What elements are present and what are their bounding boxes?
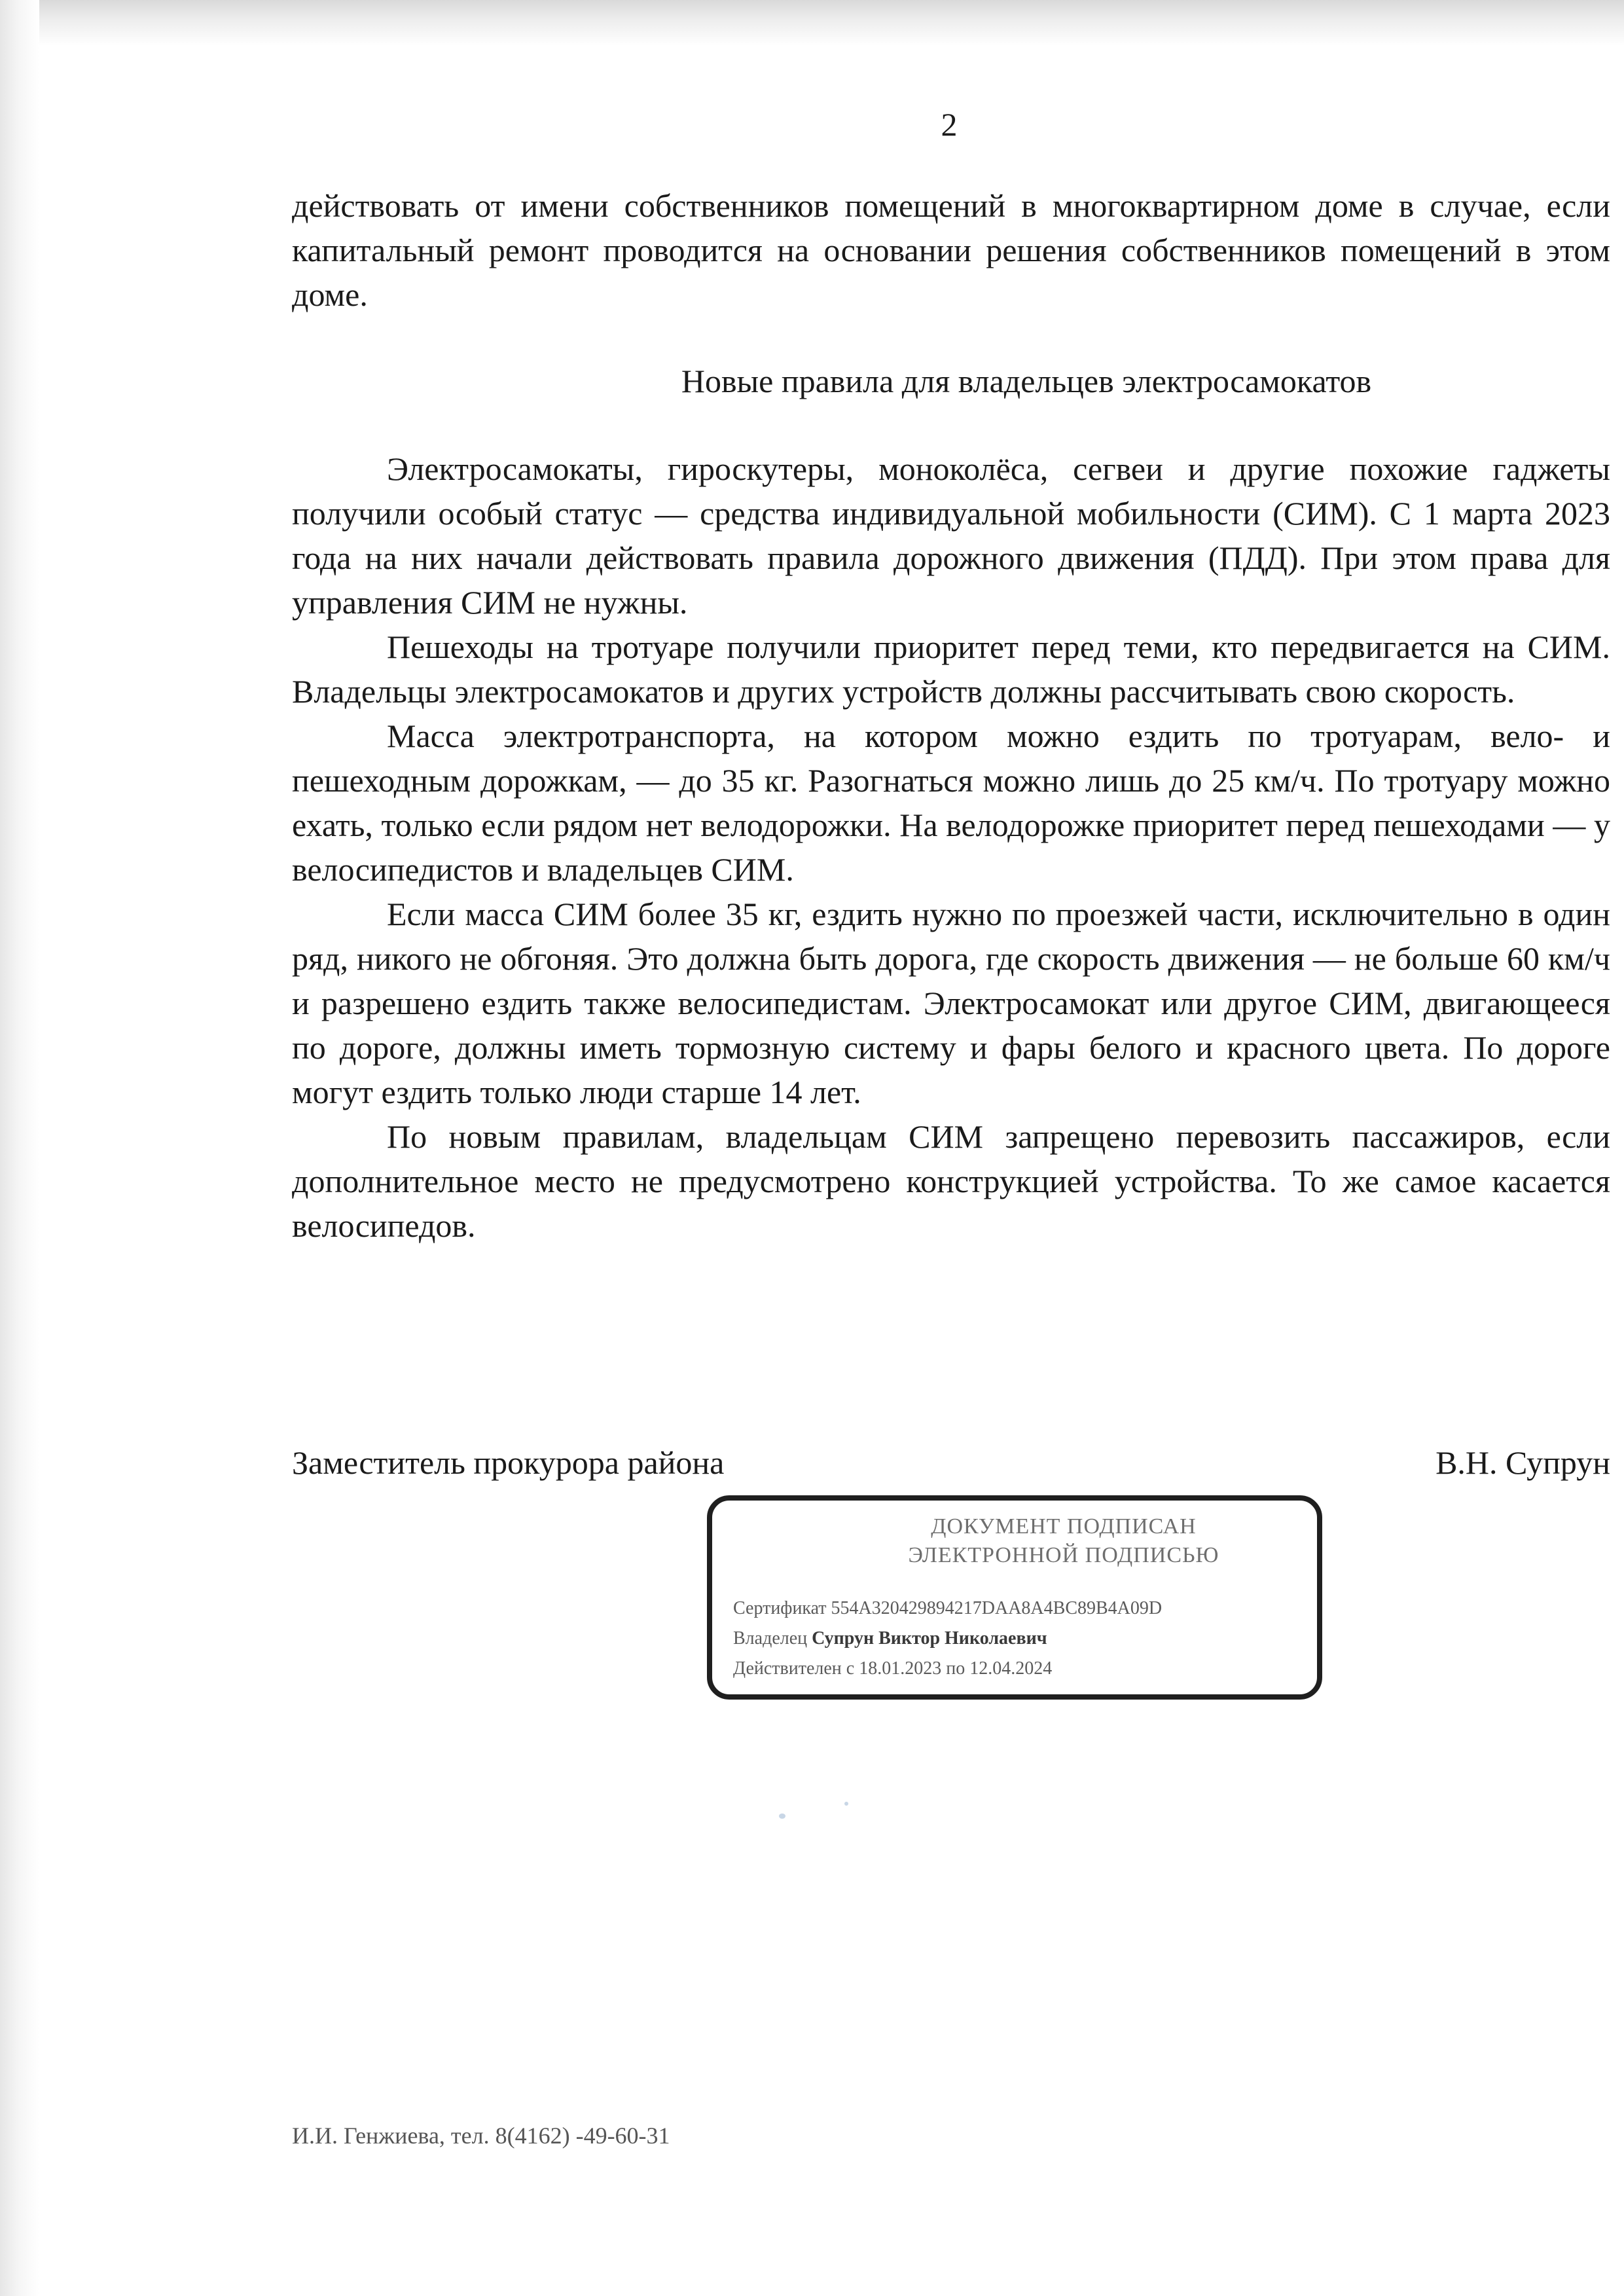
stamp-valid-to: 12.04.2024: [969, 1658, 1053, 1679]
stamp-certificate-label: Сертификат: [733, 1598, 827, 1618]
stamp-line-2: ЭЛЕКТРОННОЙ ПОДПИСЬЮ: [908, 1543, 1219, 1567]
paragraph-pedestrians: Пешеходы на тротуаре получили приоритет перед теми, кто передвигается на СИМ. Владельцы электросамокатов и других устройств должны рассчитывать свою скорость.: [292, 629, 1610, 710]
signature-row: [292, 1440, 1610, 1486]
stamp-line-1: ДОКУМЕНТ ПОДПИСАН: [931, 1514, 1197, 1539]
section-heading: Новые правила для владельцев электросамокатов: [681, 363, 1372, 399]
paragraph-status: Электросамокаты, гироскутеры, моноколёса, сегвеи и другие похожие гаджеты получили особый статус — средства индивидуальной мобильности (СИМ). С 1 марта 2023 года на них начали действовать правила дорожного движения (ПДД). При этом права для управления СИМ не нужны.: [292, 450, 1610, 621]
stamp-owner-label: Владелец: [733, 1628, 808, 1649]
stamp-owner-line: [733, 1624, 1162, 1654]
executor-contact: И.И. Генжиева, тел. 8(4162) -49-60-31: [292, 2123, 670, 2149]
stamp-owner-value: Супрун Виктор Николаевич: [812, 1628, 1047, 1649]
signer-title: Заместитель прокурора района: [292, 1444, 725, 1481]
signer-name: В.Н. Супрун: [1435, 1444, 1610, 1481]
electronic-signature-stamp: [707, 1495, 1322, 1700]
intro-paragraph-text: действовать от имени собственников помещений в многоквартирном доме в случае, если капитальный ремонт проводится на основании решения собственников помещений в этом доме.: [292, 187, 1610, 313]
page-number: 2: [941, 106, 958, 143]
stamp-valid-label: Действителен с: [733, 1658, 855, 1679]
scan-shadow-top: [0, 0, 1624, 46]
stamp-valid-to-label: по: [946, 1658, 965, 1679]
paragraph-passengers: По новым правилам, владельцам СИМ запрещено перевозить пассажиров, если дополнительное место не предусмотрено конструкцией устройства. То же самое касается велосипедов.: [292, 1118, 1610, 1244]
scan-shadow-left: [0, 0, 39, 2296]
scan-speck: [844, 1802, 848, 1806]
stamp-validity-line: [733, 1654, 1162, 1684]
stamp-valid-from: 18.01.2023: [859, 1658, 942, 1679]
paragraph-mass-limit: Масса электротранспорта, на котором можно ездить по тротуарам, вело- и пешеходным дорожкам, — до 35 кг. Разогнаться можно лишь до 25 км/ч. По тротуару можно ехать, только если рядом нет велодорожки. На велодорожке приоритет перед пешеходами — у велосипедистов и владельцев СИМ.: [292, 718, 1610, 888]
stamp-certificate-value: 554A320429894217DAA8A4BC89B4A09D: [831, 1598, 1163, 1618]
main-text: [292, 446, 1610, 1248]
paragraph-roadway: Если масса СИМ более 35 кг, ездить нужно по проезжей части, исключительно в один ряд, никого не обгоняя. Это должна быть дорога, где скорость движения — не больше 60 км/ч и разрешено ездить также велосипедистам. Электросамокат или другое СИМ, двигающееся по дороге, должны иметь тормозную систему и фары белого и красного цвета. По дороге могут ездить только люди старше 14 лет.: [292, 896, 1610, 1110]
stamp-certificate-line: [733, 1594, 1162, 1624]
intro-paragraph: [292, 183, 1610, 317]
scan-speck: [779, 1813, 785, 1819]
stamp-heading: [712, 1512, 1317, 1570]
stamp-details: [733, 1594, 1162, 1684]
